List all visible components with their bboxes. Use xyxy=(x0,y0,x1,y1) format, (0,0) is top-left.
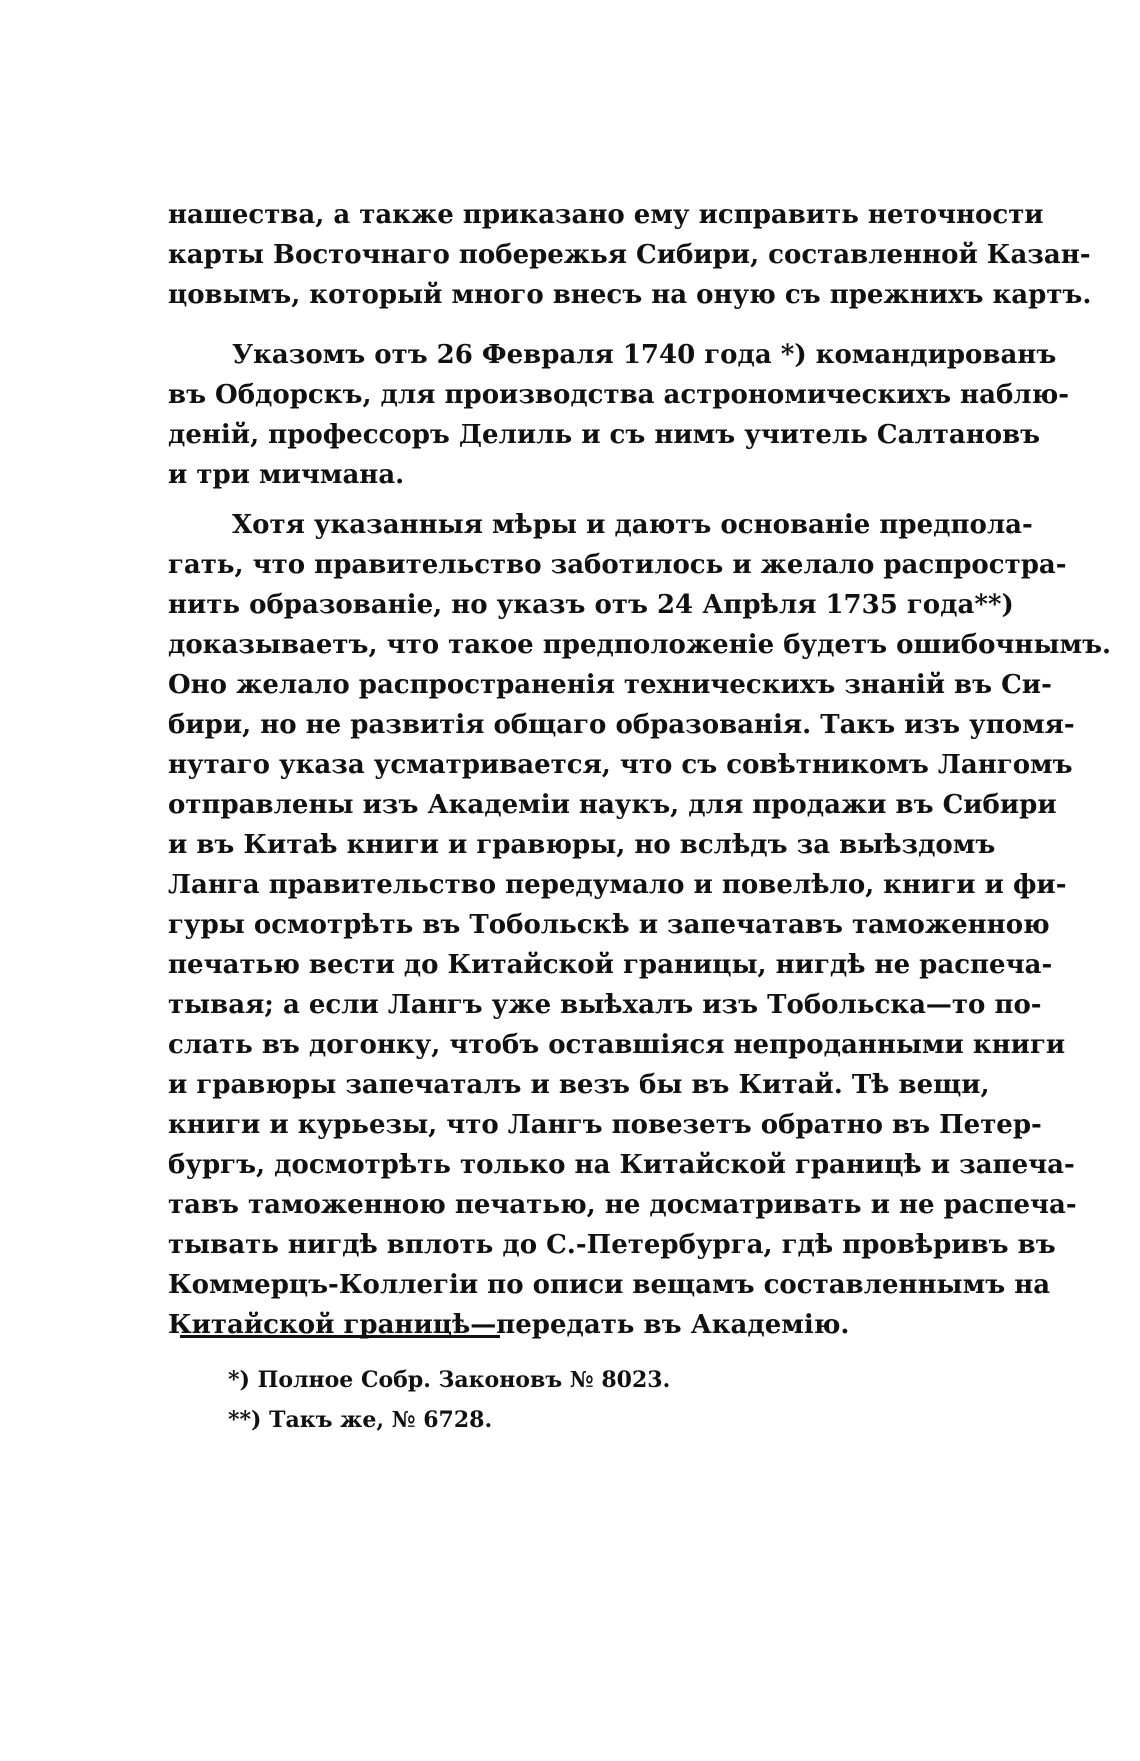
text-line: бири, но не развитія общаго образованія. Такъ изъ упомя- xyxy=(168,710,1075,740)
paragraph-3 xyxy=(168,505,1112,1345)
text-line: нить образованіе, но указъ отъ 24 Апрѣля 1735 года**) xyxy=(168,590,1014,620)
text-line: и въ Китаѣ книги и гравюры, но вслѣдъ за выѣздомъ xyxy=(168,830,996,860)
text-line: Хотя указанныя мѣры и даютъ основаніе предпола- xyxy=(232,510,1033,540)
text-line: нутаго указа усматривается, что съ совѣтникомъ Лангомъ xyxy=(168,750,1073,780)
text-line: карты Восточнаго побережья Сибири, составленной Казан- xyxy=(168,240,1091,270)
text-line: Ланга правительство передумало и повелѣло, книги и фи- xyxy=(168,870,1067,900)
text-line: отправлены изъ Академіи наукъ, для продажи въ Сибири xyxy=(168,790,1057,820)
footnote-1: *) Полное Собр. Законовъ № 8023. xyxy=(228,1367,671,1393)
text-line: Коммерцъ-Коллегіи по описи вещамъ составленнымъ на xyxy=(168,1270,1051,1300)
text-line: цовымъ, который много внесъ на оную съ прежнихъ картъ. xyxy=(168,280,1092,310)
text-line: доказываетъ, что такое предположеніе будетъ ошибочнымъ. xyxy=(168,630,1112,660)
text-line: книги и курьезы, что Лангъ повезетъ обратно въ Петер- xyxy=(168,1110,1042,1140)
text-line: слать въ догонку, чтобъ оставшіяся непроданными книги xyxy=(168,1030,1066,1060)
text-line: Указомъ отъ 26 Февраля 1740 года *) командированъ xyxy=(232,340,1057,370)
paragraph-2 xyxy=(168,335,1070,495)
text-line: гать, что правительство заботилось и желало распростра- xyxy=(168,550,1067,580)
text-line: и гравюры запечаталъ и везъ бы въ Китай. Тѣ вещи, xyxy=(168,1070,990,1100)
text-line: гуры осмотрѣть въ Тобольскѣ и запечатавъ таможенною xyxy=(168,910,1050,940)
text-line: въ Обдорскъ, для производства астрономическихъ наблю- xyxy=(168,380,1070,410)
footnotes xyxy=(228,1360,670,1440)
footnote-2: **) Такъ же, № 6728. xyxy=(228,1407,493,1433)
footnote-divider xyxy=(180,1335,500,1338)
text-line: Оно желало распространенія техническихъ знаній въ Си- xyxy=(168,670,1052,700)
text-line: тавъ таможенною печатью, не досматривать и не распеча- xyxy=(168,1190,1077,1220)
paragraph-1 xyxy=(168,195,1092,315)
text-line: бургъ, досмотрѣть только на Китайской границѣ и запеча- xyxy=(168,1150,1075,1180)
text-line: нашества, а также приказано ему исправить неточности xyxy=(168,200,1044,230)
text-line: и три мичмана. xyxy=(168,460,405,490)
text-line: деній, профессоръ Делиль и съ нимъ учитель Салтановъ xyxy=(168,420,1041,450)
text-line: Китайской границѣ—передать въ Академію. xyxy=(168,1310,850,1340)
text-line: печатью вести до Китайской границы, нигдѣ не распеча- xyxy=(168,950,1053,980)
text-line: тывать нигдѣ вплоть до С.-Петербурга, гдѣ провѣривъ въ xyxy=(168,1230,1056,1260)
text-line: тывая; а если Лангъ уже выѣхалъ изъ Тобольска—то по- xyxy=(168,990,1042,1020)
